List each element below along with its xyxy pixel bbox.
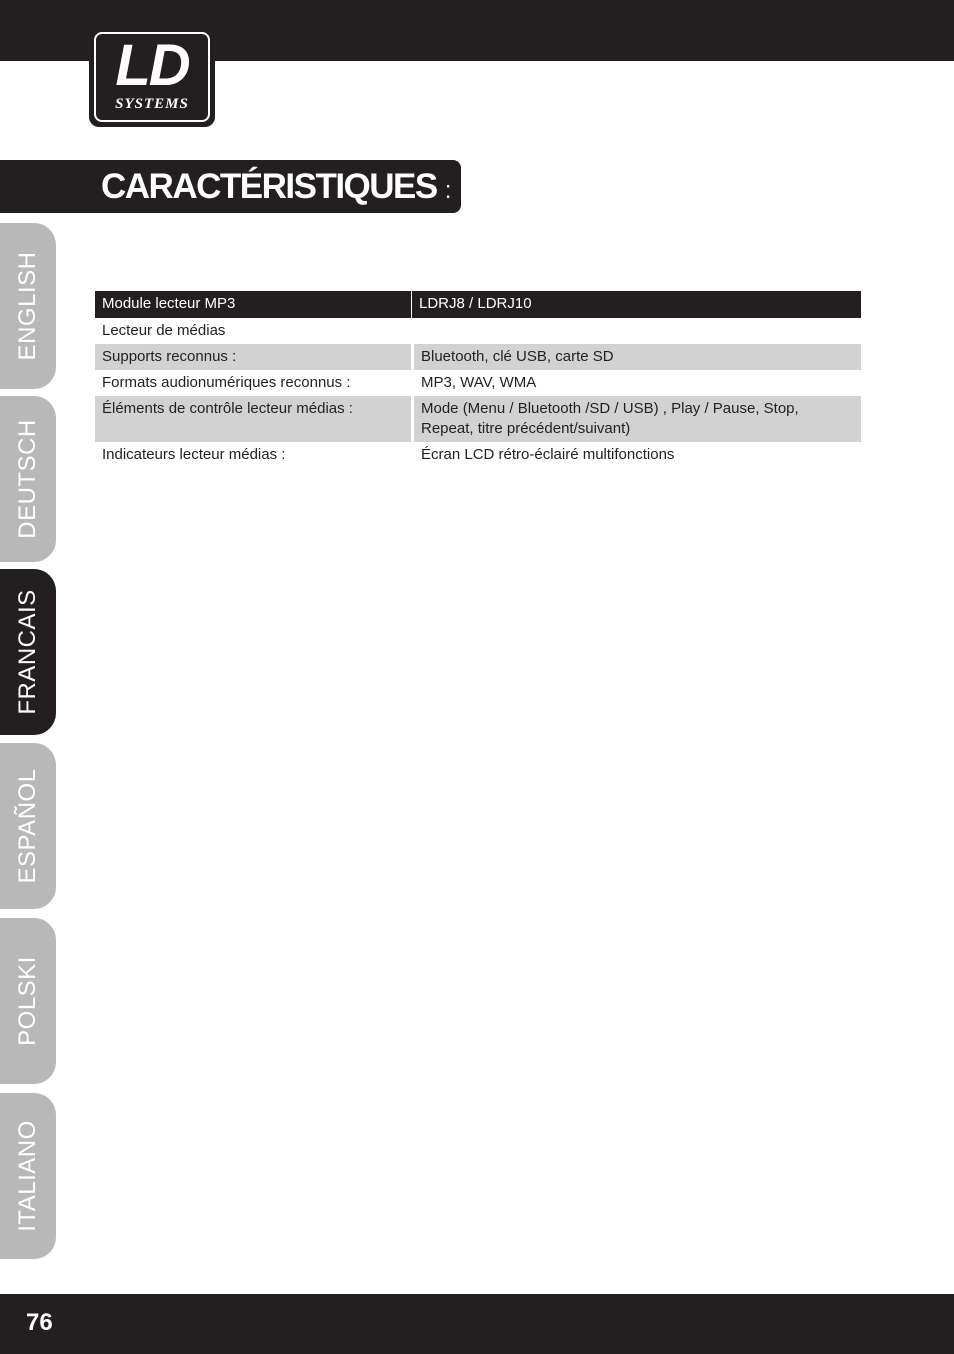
logo-frame	[94, 32, 210, 122]
language-tab-english[interactable]	[0, 223, 56, 389]
language-tab-francais[interactable]	[0, 569, 56, 735]
table-row	[95, 318, 861, 344]
spec-label-cell: Formats audionumériques reconnus :	[95, 370, 411, 396]
spec-label-cell: Éléments de contrôle lecteur médias :	[95, 396, 411, 442]
table-row	[95, 370, 861, 396]
spec-value-cell: Bluetooth, clé USB, carte SD	[411, 344, 861, 370]
language-tab-label: ESPAÑOL	[14, 768, 41, 884]
page-number: 76	[26, 1309, 53, 1336]
table-header-cell: Module lecteur MP3	[95, 291, 411, 318]
section-title	[101, 166, 451, 212]
section-title-colon: :	[444, 177, 452, 204]
language-tab-polski[interactable]	[0, 918, 56, 1084]
logo-brand: LD	[115, 33, 189, 98]
language-tab-label: ENGLISH	[14, 251, 41, 361]
table-header-cell: LDRJ8 / LDRJ10	[411, 291, 861, 318]
language-tab-label: FRANCAIS	[14, 589, 41, 715]
language-tab-espanol[interactable]	[0, 743, 56, 909]
section-title-text: CARACTÉRISTIQUES	[101, 167, 437, 206]
language-tab-italiano[interactable]	[0, 1093, 56, 1259]
spec-value-cell: MP3, WAV, WMA	[411, 370, 861, 396]
spec-label-cell: Supports reconnus :	[95, 344, 411, 370]
table-header-row	[95, 291, 861, 318]
table-row	[95, 396, 861, 442]
table-row	[95, 442, 861, 468]
spec-value-cell: Mode (Menu / Bluetooth /SD / USB) , Play / Pause, Stop, Repeat, titre précédent/suivant)	[411, 396, 861, 442]
bottom-bar	[0, 1294, 954, 1354]
specifications-table	[95, 291, 861, 468]
spec-label-cell: Indicateurs lecteur médias :	[95, 442, 411, 468]
spec-value-cell: Écran LCD rétro-éclairé multifonctions	[411, 442, 861, 468]
spec-value-cell	[411, 318, 861, 344]
ld-systems-logo	[89, 27, 215, 127]
table-row	[95, 344, 861, 370]
language-tab-label: DEUTSCH	[14, 419, 41, 539]
logo-subbrand: SYSTEMS	[115, 96, 189, 112]
language-tab-label: ITALIANO	[14, 1120, 41, 1232]
spec-label-cell: Lecteur de médias	[95, 318, 411, 344]
language-tab-deutsch[interactable]	[0, 396, 56, 562]
language-tab-label: POLSKI	[14, 956, 41, 1046]
